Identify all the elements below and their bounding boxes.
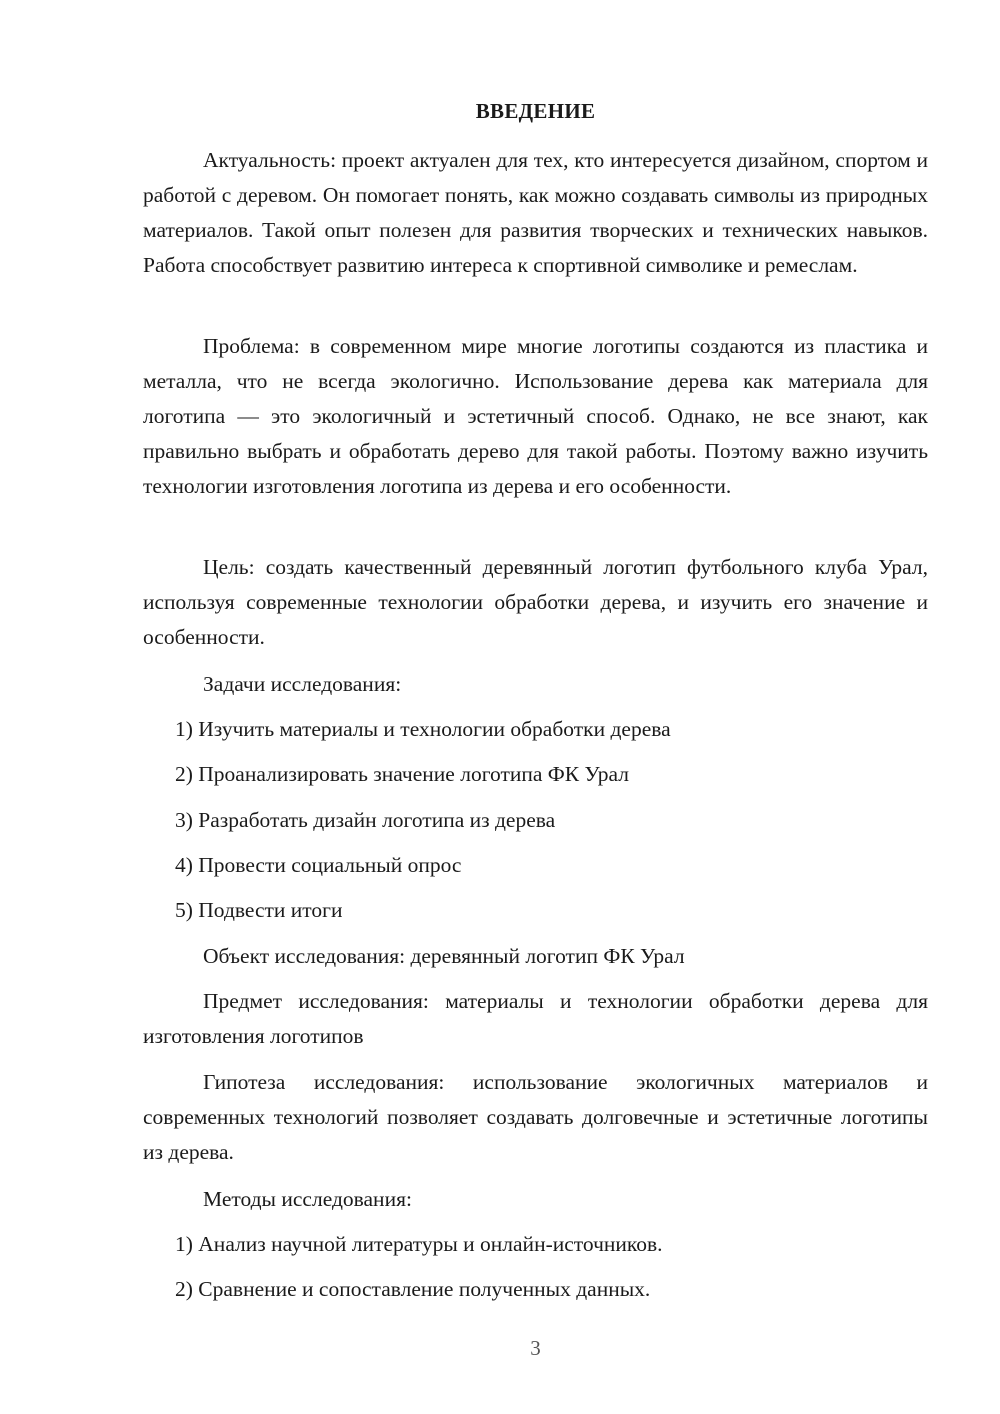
methods-heading: Методы исследования: — [203, 1187, 412, 1211]
task-item: 2) Проанализировать значение логотипа ФК Урал — [175, 762, 630, 786]
tasks-heading: Задачи исследования: — [203, 672, 402, 696]
page-number: 3 — [530, 1336, 541, 1360]
problem-paragraph: Проблема: в современном мире многие логотипы создаются из пластика и металла, что не всегда экологично. Использование дерева как материала для логотипа — это экологичный и эстетичный способ. Однако, не все знают, как правильно выбрать и обработать дерево для такой работы. Поэтому важно изучить технологии изготовления логотипа из дерева и его особенности. — [143, 334, 928, 498]
relevance-paragraph: Актуальность: проект актуален для тех, кто интересуется дизайном, спортом и работой с деревом. Он помогает понять, как можно создавать символы из природных материалов. Такой опыт полезен для развития творческих и технических навыков. Работа способствует развитию интереса к спортивной символике и ремеслам. — [143, 148, 928, 277]
goal-paragraph: Цель: создать качественный деревянный логотип футбольного клуба Урал, используя современные технологии обработки дерева, и изучить его значение и особенности. — [143, 555, 928, 649]
method-item: 1) Анализ научной литературы и онлайн-источников. — [175, 1232, 663, 1256]
task-item: 3) Разработать дизайн логотипа из дерева — [175, 808, 556, 832]
document-page — [143, 0, 928, 1414]
subject-paragraph: Предмет исследования: материалы и технологии обработки дерева для изготовления логотипов — [143, 989, 928, 1048]
task-item: 4) Провести социальный опрос — [175, 853, 462, 877]
object-paragraph: Объект исследования: деревянный логотип ФК Урал — [203, 944, 685, 968]
section-title: ВВЕДЕНИЕ — [475, 99, 596, 123]
task-item: 1) Изучить материалы и технологии обработки дерева — [175, 717, 671, 741]
hypothesis-paragraph: Гипотеза исследования: использование экологичных материалов и современных технологий позволяет создавать долговечные и эстетичные логотипы из дерева. — [143, 1070, 928, 1164]
method-item: 2) Сравнение и сопоставление полученных данных. — [175, 1277, 651, 1301]
task-item: 5) Подвести итоги — [175, 898, 343, 922]
